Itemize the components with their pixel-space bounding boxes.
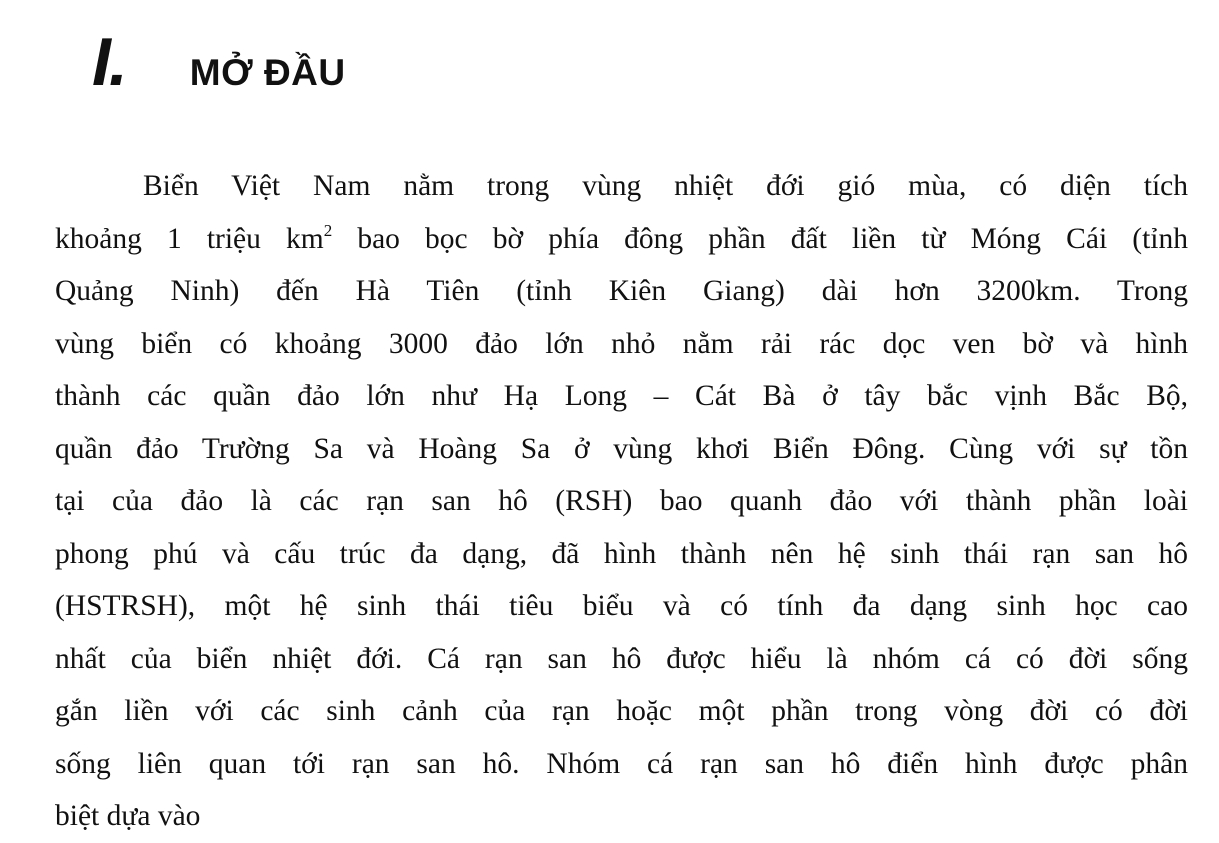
paragraph-line-cut-off: biệt dựa vào xyxy=(55,800,201,832)
paragraph-line: tại của đảo là các rạn san hô (RSH) bao quanh đảo với thành phần loài xyxy=(55,485,1188,517)
paragraph-line: Quảng Ninh) đến Hà Tiên (tỉnh Kiên Giang) dài hơn 3200km. Trong xyxy=(55,275,1188,307)
paragraph-line: sống liên quan tới rạn san hô. Nhóm cá rạn san hô điển hình được phân xyxy=(55,747,1188,780)
paragraph-line: vùng biển có khoảng 3000 đảo lớn nhỏ nằm rải rác dọc ven bờ và hình xyxy=(55,327,1188,360)
paragraph-line: (HSTRSH), một hệ sinh thái tiêu biểu và có tính đa dạng sinh học cao xyxy=(55,590,1188,622)
paragraph-line: thành các quần đảo lớn như Hạ Long – Cát Bà ở tây bắc vịnh Bắc Bộ, xyxy=(55,380,1188,412)
section-title: MỞ ĐẦU xyxy=(189,52,346,93)
superscript: 2 xyxy=(323,220,333,240)
body-paragraph xyxy=(55,160,1188,832)
paragraph-line: gắn liền với các sinh cảnh của rạn hoặc một phần trong vòng đời có đời xyxy=(55,695,1188,727)
paragraph-line: Biển Việt Nam nằm trong vùng nhiệt đới gió mùa, có diện tích xyxy=(143,170,1188,202)
section-heading xyxy=(92,22,346,102)
paragraph-line: khoảng 1 triệu $km^2$ bao bọc bờ phía đông phần đất liền từ Móng Cái (tỉnh xyxy=(55,220,1188,255)
paragraph-line: phong phú và cấu trúc đa dạng, đã hình thành nên hệ sinh thái rạn san hô xyxy=(55,537,1188,570)
section-number: I. xyxy=(92,24,126,100)
paragraph-line: quần đảo Trường Sa và Hoàng Sa ở vùng khơi Biển Đông. Cùng với sự tồn xyxy=(55,432,1188,465)
paragraph-line: nhất của biển nhiệt đới. Cá rạn san hô được hiểu là nhóm cá có đời sống xyxy=(55,642,1188,675)
